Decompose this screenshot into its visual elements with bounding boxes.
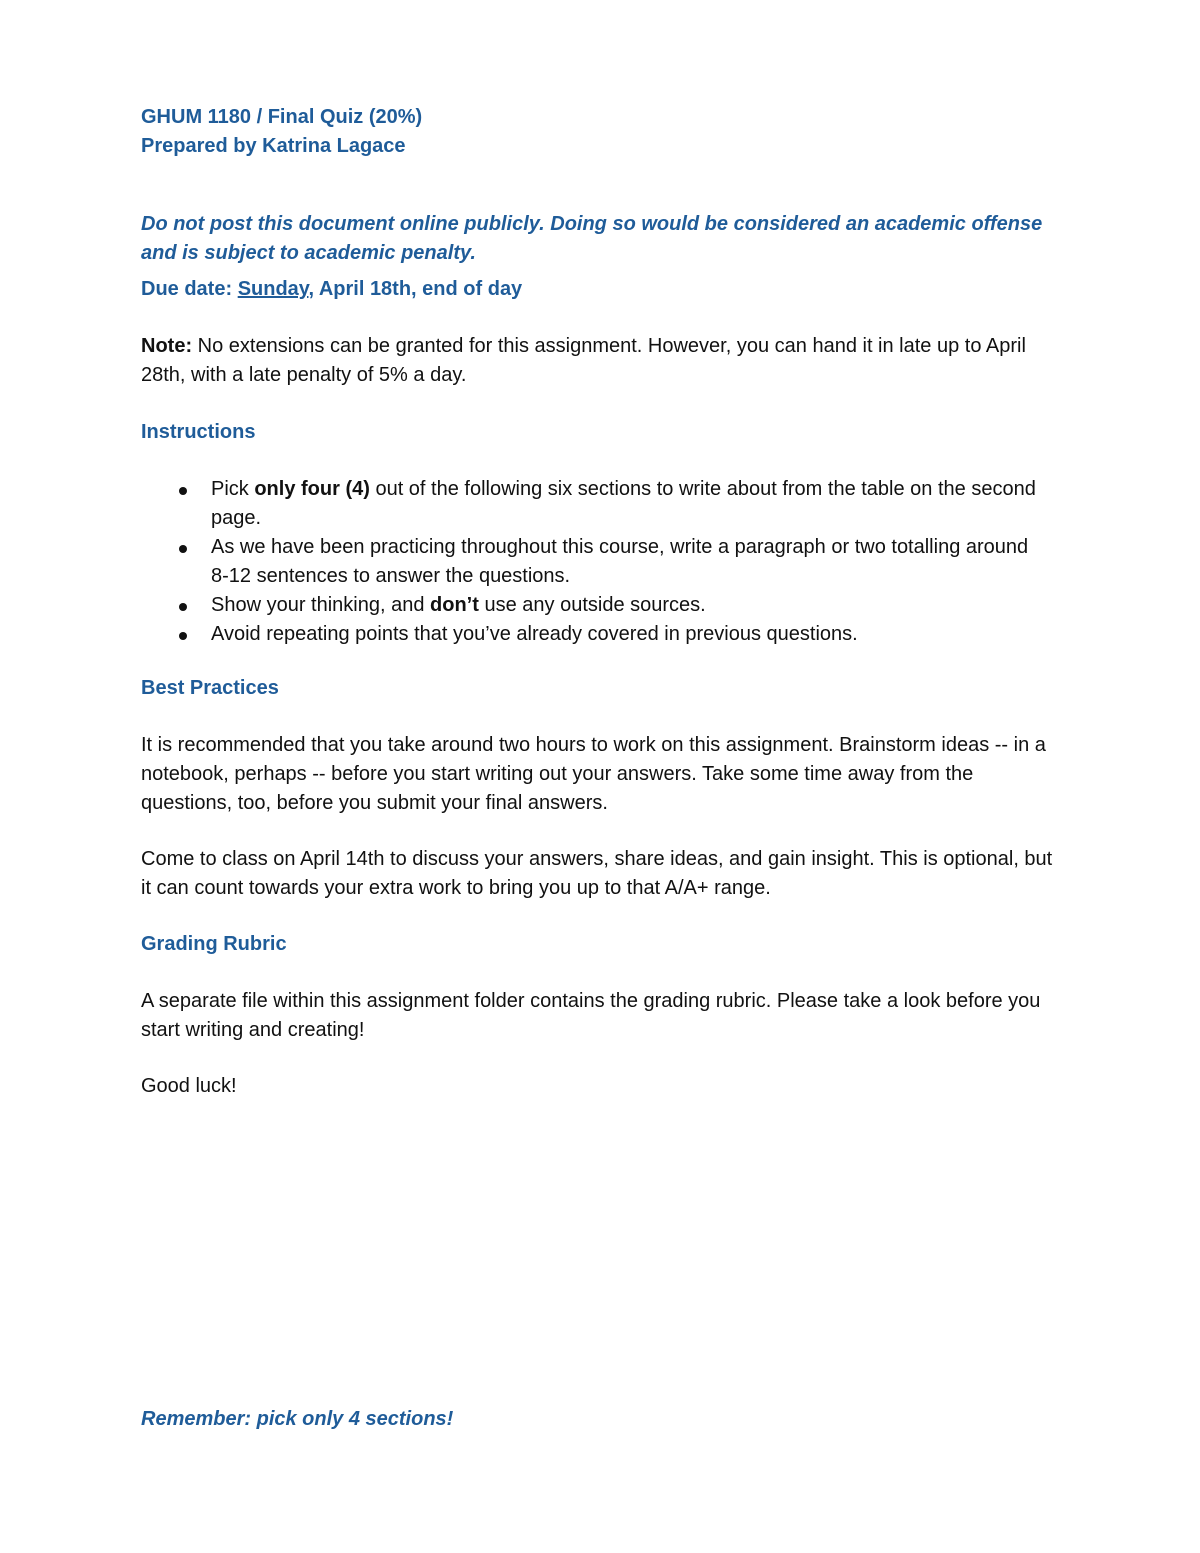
list-item: As we have been practicing throughout this course, write a paragraph or two totalling around 8-12 sentences to answer the questions.	[141, 533, 1041, 591]
bullet-icon	[179, 487, 187, 495]
grading-paragraph: A separate file within this assignment folder contains the grading rubric. Please take a look before you start writing and creating!	[141, 990, 1041, 1041]
author-line: Prepared by Katrina Lagace	[141, 135, 406, 157]
due-date-label: Due date:	[141, 278, 238, 300]
instructions-heading: Instructions	[141, 421, 256, 443]
due-date	[141, 275, 522, 304]
bullet-icon	[179, 632, 187, 640]
note-text: No extensions can be granted for this assignment. However, you can hand it in late up to April 28th, with a late penalty of 5% a day.	[141, 335, 1026, 386]
note-label: Note:	[141, 335, 193, 357]
best-practices-paragraph-2: Come to class on April 14th to discuss your answers, share ideas, and gain insight. This is optional, but it can count towards your extra work to bring you up to that A/A+ range.	[141, 848, 1053, 899]
due-date-day: Sunday	[237, 278, 309, 300]
warning-notice: Do not post this document online publicly. Doing so would be considered an academic offense and is subject to academic penalty.	[141, 213, 1043, 264]
list-item: Pick only four (4) out of the following six sections to write about from the table on the second page.	[141, 475, 1041, 533]
note-paragraph	[141, 332, 1061, 390]
list-item: Show your thinking, and don’t use any outside sources.	[141, 591, 1041, 620]
reminder-text: Remember: pick only 4 sections!	[141, 1408, 454, 1430]
instructions-list	[141, 475, 1041, 649]
document-title: GHUM 1180 / Final Quiz (20%)	[141, 106, 423, 128]
list-item: Avoid repeating points that you’ve already covered in previous questions.	[141, 620, 1041, 649]
due-date-rest: , April 18th, end of day	[308, 278, 523, 300]
bullet-icon	[179, 603, 187, 611]
closing-text: Good luck!	[141, 1075, 237, 1097]
bullet-icon	[179, 545, 187, 553]
grading-heading: Grading Rubric	[141, 933, 287, 955]
best-practices-paragraph-1: It is recommended that you take around two hours to work on this assignment. Brainstorm ideas -- in a notebook, perhaps -- before you start writing out your answers. Take some time away from the questions, too, before you submit your final answers.	[141, 734, 1046, 814]
best-practices-heading: Best Practices	[141, 677, 279, 699]
